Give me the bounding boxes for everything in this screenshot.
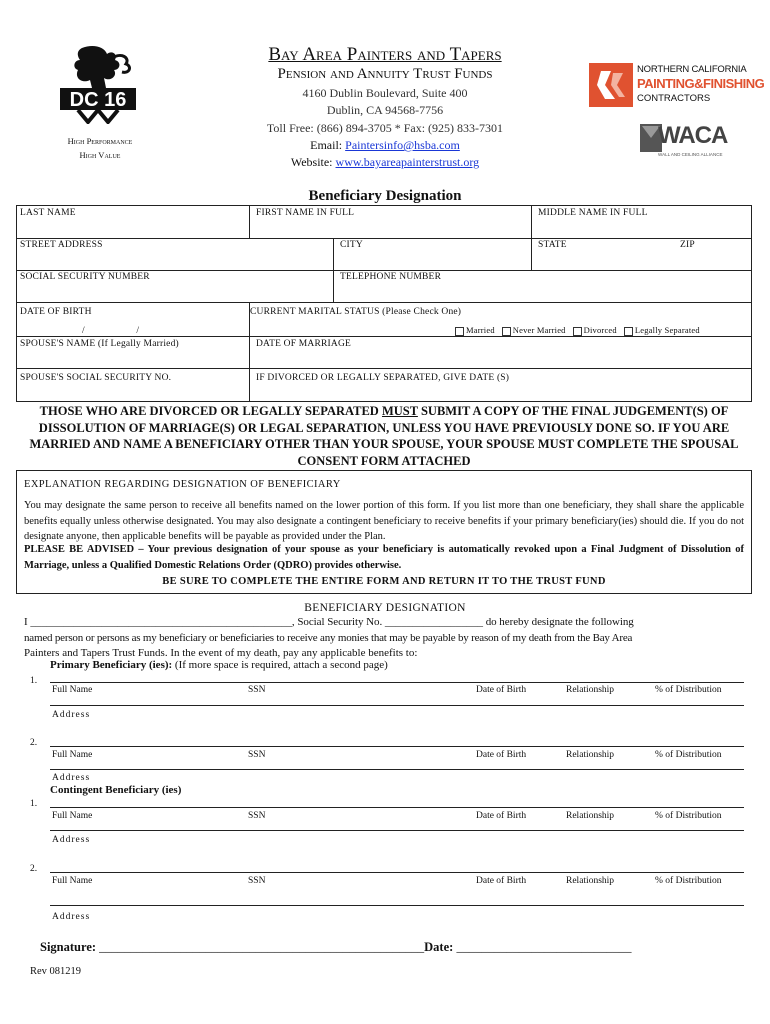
logo-tagline-1: High Performance xyxy=(67,136,133,146)
ncpfc-line2: PAINTING&FINISHING xyxy=(637,76,765,91)
col-relationship: Relationship xyxy=(566,811,615,821)
col-address: Address xyxy=(52,912,91,922)
contingent-beneficiary-heading: Contingent Beneficiary (ies) xyxy=(50,784,182,796)
ncpfc-logo xyxy=(589,63,765,107)
street-label: STREET ADDRESS xyxy=(20,240,103,250)
waca-tag: WALL AND CEILING ALLIANCE xyxy=(658,152,723,157)
spouse-name-label: SPOUSE'S NAME (If Legally Married) xyxy=(20,339,179,349)
logo-tagline-2: High Value xyxy=(79,150,121,160)
marital-status-label: CURRENT MARITAL STATUS (Please Check One) xyxy=(250,307,462,317)
signature-row xyxy=(40,940,631,955)
email-link[interactable]: Paintersinfo@hsba.com xyxy=(345,138,460,152)
designation-line-1: I ________________________________________________, Social Security No. __________________ do hereby designate the following xyxy=(24,616,634,628)
designation-line-3: Painters and Tapers Trust Funds. In the event of my death, pay any applicable benefits to: xyxy=(24,647,418,659)
col-distribution: % of Distribution xyxy=(655,750,722,760)
state-label: STATE xyxy=(538,240,567,250)
col-address: Address xyxy=(52,835,91,845)
date-of-marriage-label: DATE OF MARRIAGE xyxy=(256,339,352,349)
col-dob: Date of Birth xyxy=(476,811,527,821)
married-checkbox[interactable]: Married xyxy=(455,325,495,335)
email-row xyxy=(170,138,600,153)
signature-label: Signature: xyxy=(40,940,100,954)
revision: Rev 081219 xyxy=(30,966,82,977)
contingent-1-number: 1. xyxy=(30,799,38,809)
marital-options xyxy=(455,325,700,336)
col-ssn: SSN xyxy=(248,811,266,821)
form-title: Beneficiary Designation xyxy=(308,188,462,204)
org-subtitle: Pension and Annuity Trust Funds xyxy=(277,66,493,82)
divorce-date-label: IF DIVORCED OR LEGALLY SEPARATED, GIVE DATE (S) xyxy=(256,373,510,383)
advised-notice: PLEASE BE ADVISED – Your previous designation of your spouse as your beneficiary is automatically revoked upon a Final Judgment of Dissolution of Marriage, unless a Qualified Domestic Relations Order (QDRO) provides otherwise. xyxy=(24,544,744,571)
divorced-checkbox[interactable]: Divorced xyxy=(573,325,617,335)
col-relationship: Relationship xyxy=(566,876,615,886)
waca-logo xyxy=(640,122,730,164)
telephone-label: TELEPHONE NUMBER xyxy=(340,272,442,282)
address-line-2: Dublin, CA 94568-7756 xyxy=(326,103,444,117)
zip-label: ZIP xyxy=(680,240,695,250)
dob-label: DATE OF BIRTH xyxy=(20,307,92,317)
primary-beneficiary-heading: Primary Beneficiary (ies): (If more space is required, attach a second page) xyxy=(50,659,388,671)
org-title: Bay Area Painters and Tapers xyxy=(268,44,502,65)
col-full-name: Full Name xyxy=(52,685,93,695)
contingent-2-number: 2. xyxy=(30,864,38,874)
never-married-checkbox[interactable]: Never Married xyxy=(502,325,566,335)
col-distribution: % of Distribution xyxy=(655,876,722,886)
col-distribution: % of Distribution xyxy=(655,685,722,695)
col-dob: Date of Birth xyxy=(476,876,527,886)
designation-line-2: named person or persons as my beneficiary or beneficiaries to receive any monies that may be payable by reason of my death from the Bay Area xyxy=(24,632,633,644)
svg-text:DC 16: DC 16 xyxy=(69,89,127,111)
city-label: CITY xyxy=(340,240,363,250)
signature-line[interactable]: ____________________________________________________ xyxy=(99,940,425,954)
lion-icon xyxy=(52,44,147,124)
middle-name-label: MIDDLE NAME IN FULL xyxy=(538,208,648,218)
ncpfc-line1: NORTHERN CALIFORNIA xyxy=(637,64,747,75)
col-address: Address xyxy=(52,710,91,720)
spouse-ssn-label: SPOUSE'S SOCIAL SECURITY NO. xyxy=(20,373,172,383)
col-ssn: SSN xyxy=(248,750,266,760)
col-ssn: SSN xyxy=(248,685,266,695)
phone-fax: Toll Free: (866) 894-3705 * Fax: (925) 833-7301 xyxy=(266,121,504,135)
col-ssn: SSN xyxy=(248,876,266,886)
date-label: Date: xyxy=(424,940,457,954)
address-line-1: 4160 Dublin Boulevard, Suite 400 xyxy=(302,86,468,100)
ssn-label: SOCIAL SECURITY NUMBER xyxy=(20,272,150,282)
primary-2-number: 2. xyxy=(30,738,38,748)
website-label: Website: xyxy=(290,155,333,169)
website-link[interactable]: www.bayareapainterstrust.org xyxy=(335,155,480,169)
explanation-heading: EXPLANATION REGARDING DESIGNATION OF BENEFICIARY xyxy=(24,479,341,490)
col-relationship: Relationship xyxy=(566,685,615,695)
last-name-label: LAST NAME xyxy=(20,208,76,218)
dc16-logo xyxy=(52,44,147,124)
col-full-name: Full Name xyxy=(52,811,93,821)
divorce-notice: THOSE WHO ARE DIVORCED OR LEGALLY SEPARATED MUST SUBMIT A COPY OF THE FINAL JUDGEMENT(S) OF DISSOLUTION OF MARRIAGE(S) OR LEGAL SEPARATION, UNLESS YOU HAVE PREVIOUSLY DONE SO. IF YOU ARE MARRIED AND NAME A BENEFICIARY OTHER THAN YOUR SPOUSE, YOUR SPOUSE MUST COMPLETE THE SPOUSAL CONSENT FORM ATTACHED xyxy=(29,404,739,468)
waca-text: WACA xyxy=(658,122,728,149)
explanation-body: You may designate the same person to receive all benefits named on the lower portion of this form. If you list more than one beneficiary, they shall share the applicable benefits equally unless otherwise designated. You may also designate a contingent beneficiary to receive benefits if your primary beneficiary(ies) should die. If you do not designate anyone, then applicable benefits will be payable as provided under the Plan. xyxy=(24,500,744,542)
col-dob: Date of Birth xyxy=(476,750,527,760)
col-full-name: Full Name xyxy=(52,750,93,760)
legally-separated-checkbox[interactable]: Legally Separated xyxy=(624,325,700,335)
col-full-name: Full Name xyxy=(52,876,93,886)
col-relationship: Relationship xyxy=(566,750,615,760)
first-name-label: FIRST NAME IN FULL xyxy=(256,208,355,218)
designation-heading: BENEFICIARY DESIGNATION xyxy=(304,602,466,614)
col-distribution: % of Distribution xyxy=(655,811,722,821)
complete-form-notice: BE SURE TO COMPLETE THE ENTIRE FORM AND RETURN IT TO THE TRUST FUND xyxy=(162,576,606,587)
primary-1-number: 1. xyxy=(30,676,38,686)
dob-separators: / / xyxy=(82,326,140,336)
col-address: Address xyxy=(52,773,91,783)
website-row xyxy=(170,155,600,170)
col-dob: Date of Birth xyxy=(476,685,527,695)
email-label: Email: xyxy=(310,138,343,152)
paint-brush-icon xyxy=(589,63,633,107)
ncpfc-line3: CONTRACTORS xyxy=(637,93,711,104)
date-line[interactable]: ____________________________ xyxy=(456,940,632,954)
